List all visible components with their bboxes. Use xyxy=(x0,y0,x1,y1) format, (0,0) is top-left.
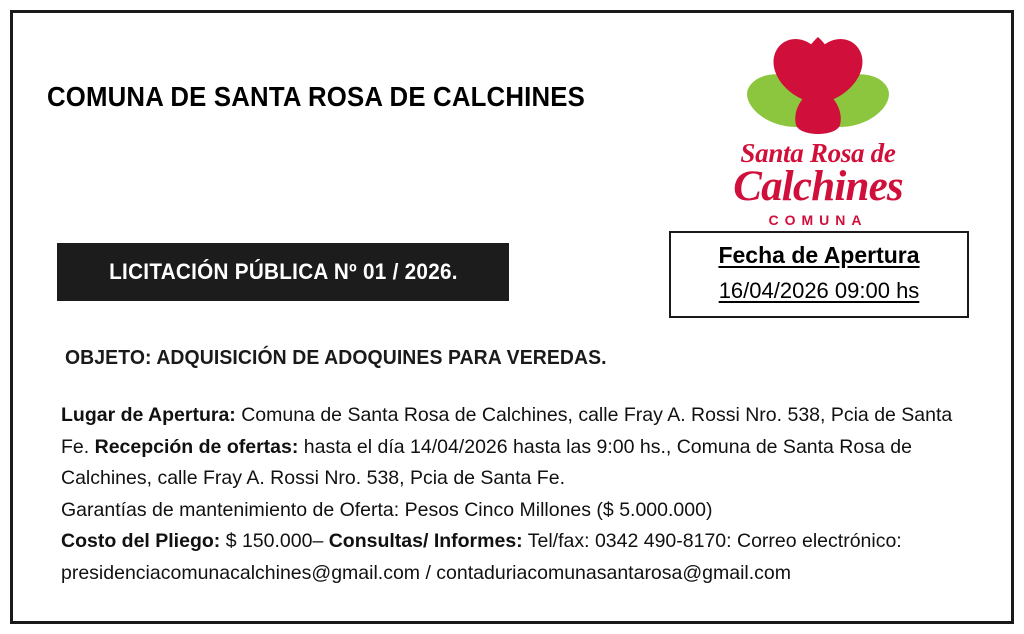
logo-line-3: COMUNA xyxy=(768,212,868,229)
logo-wordmark xyxy=(703,139,933,228)
document-frame xyxy=(10,10,1014,624)
tender-number-label: LICITACIÓN PÚBLICA Nº 01 / 2026. xyxy=(108,259,458,284)
details-block xyxy=(61,400,967,589)
logo xyxy=(703,31,933,231)
cost-label: Costo del Pliego: xyxy=(61,530,221,553)
cost-value: $ 150.000– xyxy=(225,530,324,553)
place-value: Comuna de Santa Rosa de Calchines, calle Fray A. Rossi Nro. 538, Pcia de Santa Fe. xyxy=(61,404,953,458)
logo-line-2: Calchines xyxy=(733,163,903,211)
banner-row xyxy=(13,231,1011,341)
opening-date-value: 16/04/2026 09:00 hs xyxy=(718,277,920,303)
tender-number-banner xyxy=(57,243,509,301)
opening-date-title: Fecha de Apertura xyxy=(718,242,920,268)
document-header xyxy=(13,13,1011,231)
place-label: Lugar de Apertura: xyxy=(61,404,236,426)
emails-line: presidenciacomunacalchines@gmail.com / contaduriacomunasantarosa@gmail.com xyxy=(61,561,792,584)
consult-value: Tel/fax: 0342 490-8170: Correo electrónico: xyxy=(527,530,902,553)
cost-paragraph xyxy=(61,526,967,558)
details-paragraph xyxy=(61,400,967,495)
object-line: OBJETO: ADQUISICIÓN DE ADOQUINES PARA VEREDAS. xyxy=(65,347,607,369)
guarantee-line: Garantías de mantenimiento de Oferta: Pesos Cinco Millones ($ 5.000.000) xyxy=(61,498,713,521)
rose-logo-icon xyxy=(703,31,933,141)
reception-label: Recepción de ofertas: xyxy=(94,435,299,458)
page-title: COMUNA DE SANTA ROSA DE CALCHINES xyxy=(47,81,585,112)
logo-line-1: Santa Rosa de xyxy=(740,138,896,168)
reception-value: hasta el día 14/04/2026 hasta las 9:00 hs., Comuna de Santa Rosa de Calchines, calle Fray A. Rossi Nro. 538, Pcia de Santa Fe. xyxy=(61,435,912,490)
opening-date-box xyxy=(669,231,969,318)
consult-label: Consultas/ Informes: xyxy=(328,530,523,553)
